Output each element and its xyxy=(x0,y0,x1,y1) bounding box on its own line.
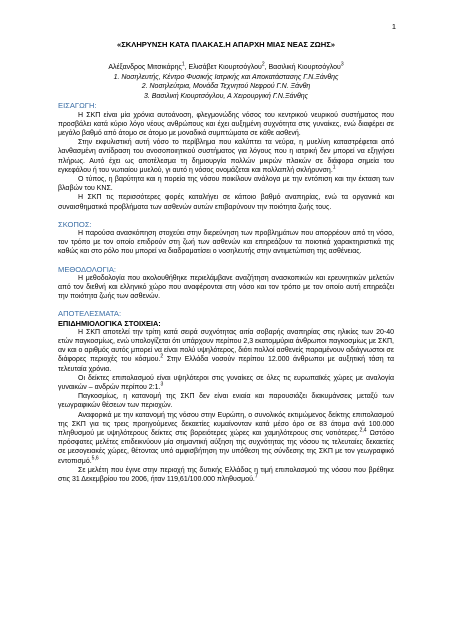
affiliation-2: 2. Νοσηλεύτρια, Μονάδα Τεχνητού Νεφρού Γ.Ν. Ξάνθη xyxy=(141,83,311,91)
paper-title: «ΣΚΛΗΡΥΝΣΗ ΚΑΤΑ ΠΛΑΚΑΣ.Η ΑΠΑΡΧΗ ΜΙΑΣ ΝΕΑΣ ΖΩΗΣ» xyxy=(116,40,335,49)
results-paragraph-5-text: Σε μελέτη που έγινε στην περιοχή της δυτικής Ελλάδας η τιμή επιπολασμού της νόσου που βρέθηκε στις 31 Δεκεμβρίου του 2006, ήταν 119,61/100.000 πληθυσμού. xyxy=(58,466,394,484)
citation-sup: 5,6 xyxy=(91,455,99,462)
author-3: , Βασιλική Κιουρτσόγλου xyxy=(264,64,341,71)
author-list xyxy=(58,63,394,73)
results-paragraph-2 xyxy=(58,374,394,392)
citation-sup: 7 xyxy=(254,473,258,480)
results-paragraph-3: Παγκοσμίως, η κατανομή της ΣΚΠ δεν είναι ενιαία και παρουσιάζει διακυμάνσεις μεταξύ των γεωγραφικών θέσεων των περιοχών. xyxy=(58,393,394,410)
results-paragraph-4-tail: Ωστόσο πρόσφατες μελέτες επιδεικνύουν μία σημαντική αύξηση της συχνότητας της νόσου τις τελευταίες δεκαετίες σε μεσογειακές χώρες, θέτοντας υπό αμφισβήτηση την υπόθεση της σύνδεσης της ΣΚΠ με τον γεωγραφικό εντοπισμό. xyxy=(58,430,394,465)
section-heading-method: ΜΕΘΟΔΟΛΟΓΙΑ: xyxy=(58,264,117,274)
author-2: , Ελισάβετ Κιουρτσόγλου xyxy=(184,64,262,71)
method-paragraph: Η μεθοδολογία που ακολουθήθηκε περιελάμβανε αναζήτηση ανασκοπικών και ερευνητικών μελετών από τον διεθνή και ελληνικό χώρο που αναφέρονται στη νόσο και τον τρόπο με τον οποίο αυτή επηρεάζει την ποιότητα ζωής των ασθενών. xyxy=(58,274,394,301)
citation-sup: 3 xyxy=(160,381,164,388)
aim-paragraph: Η παρούσα ανασκόπηση στοχεύει στην διερεύνηση των προβλημάτων που απορρέουν από τη νόσο, τον τρόπο με τον οποίο επιδρούν στη ζωή των ασθενών και επηρεάζουν τα ποιοτικά χαρακτηριστικά της καθώς και στο ρόλο που μπορεί να διαδραματίσει ο νοσηλευτής στην αντιμετώπιση της ασθένειας. xyxy=(58,230,394,256)
intro-paragraph-2 xyxy=(58,138,394,175)
section-heading-aim: ΣΚΟΠΟΣ: xyxy=(58,219,92,229)
results-paragraph-2-text: Οι δείκτες επιπολασμού είναι υψηλότεροι στις γυναίκες σε όλες τις ευρωπαϊκές χώρες με αναλογία γυναικών – ανδρών περίπου 2:1. xyxy=(58,374,394,392)
intro-paragraph-4: Η ΣΚΠ τις περισσότερες φορές καταλήγει σε κάποιο βαθμό αναπηρίας, ενώ τα οργανικά και συναισθηματικά προβλήματα των ασθενών αυτών επιβαρύνουν την ποιότητα ζωής τους. xyxy=(58,194,394,211)
results-paragraph-1-tail: Στην Ελλάδα νοσούν περίπου 12.000 άνθρωποι με αυξητική τάση τα τελευταία χρόνια. xyxy=(58,356,394,373)
author-2-sup: 2 xyxy=(261,61,265,68)
intro-paragraph-1: Η ΣΚΠ είναι μία χρόνια αυτοάνοση, φλεγμονώδης νόσος του κεντρικού νευρικού συστήματος που προσβάλει κατά κύριο λόγο νέους ανθρώπους και έχει αυξημένη συχνότητα στις γυναίκες, ενώ διαφέρει σε μεγάλο βαθμό από άτομο σε άτομο με μοναδικά συμπτώματα σε κάθε ασθενή. xyxy=(58,111,394,137)
affiliation-1: 1. Νοσηλευτής, Κέντρο Φυσικής Ιατρικής και Αποκατάστασης Γ.Ν.Ξάνθης xyxy=(113,73,339,81)
citation-sup: 2 xyxy=(160,354,164,361)
results-paragraph-4-text: Αναφορικά με την κατανομή της νόσου στην Ευρώπη, ο συνολικός εκτιμώμενος δείκτης επιπολασμού της ΣΚΠ για τις τρεις προηγούμενες δεκαετίες κυμαίνονταν κατά μέσο όρο σε 83 άτομα ανά 100.000 πληθυσμού με υψηλότερους δείκτες στις βορειότερες χώρες και χαμηλότερους στις νοτιότερες. xyxy=(58,411,394,438)
intro-paragraph-2-text: Στην εκφυλιστική αυτή νόσο το περίβλημα που καλύπτει τα νεύρα, η μυελίνη καταστρέφεται από λανθασμένη αντίδραση του ανοσοποιητικού συστήματος για λόγους που η ιατρική δεν μπορεί να εξηγήσει πλήρως. Αυτό έχει ως αποτέλεσμα τη δημιουργία πολλών μικρών πλακών σε διάφορα σημεία του εγκεφάλου ή του νωτιαίου μυελού, γι αυτό η νόσος ονομάζεται και πολλαπλή σκλήρυνση. xyxy=(58,139,394,174)
section-heading-results: ΑΠΟΤΕΛΕΣΜΑΤΑ: xyxy=(58,309,122,319)
section-heading-intro: ΕΙΣΑΓΩΓΗ: xyxy=(58,101,97,111)
author-1: Αλέξανδρος Μιτσικάρης xyxy=(108,64,182,71)
intro-paragraph-3: Ο τύπος, η βαρύτητα και η πορεία της νόσου ποικίλουν ανάλογα με την εντόπιση και την έκταση των βλαβών του ΚΝΣ. xyxy=(58,176,394,193)
results-paragraph-1-text: Η ΣΚΠ αποτελεί την τρίτη κατά σειρά συχνότητας αιτία σοβαρής αναπηρίας στις ηλικίες των 20-40 ετών παγκοσμίως, ενώ υπολογίζεται ότι υπάρχουν περίπου 2,3 εκατομμύρια άνθρωποι παγκοσμίως με ΣΚΠ, αν και ο αριθμός αυτός μπορεί να είναι πολύ υψηλότερος, διότι πολλοί ασθενείς παραμένουν αδιάγνωστοι σε διάφορες περιοχές του κόσμου. xyxy=(58,328,394,364)
author-3-sup: 3 xyxy=(340,61,344,68)
author-1-sup: 1 xyxy=(181,61,185,68)
results-paragraph-5 xyxy=(58,466,394,484)
subheading-epidemiology: ΕΠΙΔΗΜΙΟΛΟΓΙΚΑ ΣΤΟΙΧΕΙΑ: xyxy=(58,318,161,328)
results-paragraph-4 xyxy=(58,411,394,466)
citation-sup: 2,4 xyxy=(359,427,367,434)
results-paragraph-1 xyxy=(58,328,394,374)
affiliation-3: 3. Βασιλική Κιουρτσόγλου, Α Χειρουργική Γ.Ν.Ξάνθης xyxy=(143,92,309,100)
citation-sup: 1 xyxy=(332,164,336,171)
page-number: 1 xyxy=(391,22,396,31)
